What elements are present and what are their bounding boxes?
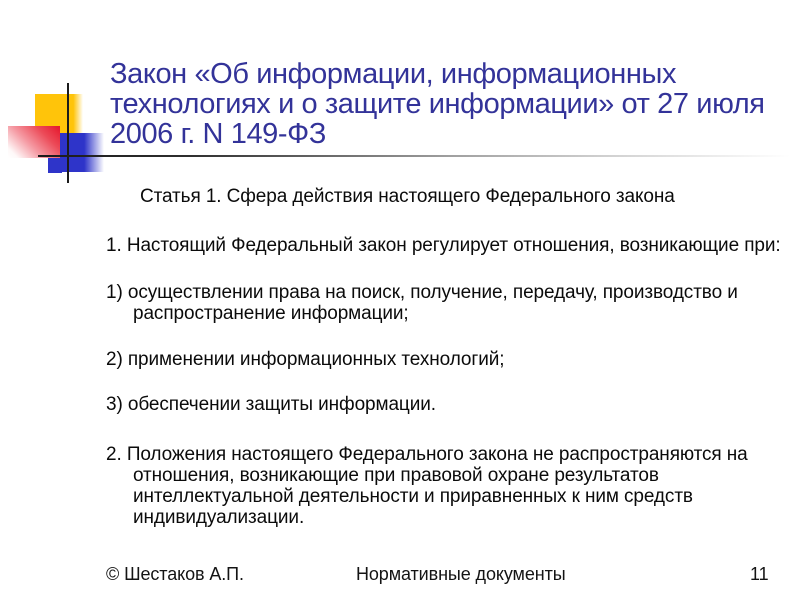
slide-title — [110, 59, 765, 149]
body-line: распространение информации; — [133, 303, 409, 324]
body-paragraph-item-3 — [106, 394, 436, 415]
decor-red-square — [8, 126, 60, 158]
slide-title-line-2: технологиях и о защите информации» от 27 июля — [110, 88, 765, 120]
article-heading: Статья 1. Сфера действия настоящего Федерального закона — [140, 186, 675, 207]
body-line: 1) осуществлении права на поиск, получение, передачу, производство и — [106, 282, 738, 303]
body-line: 3) обеспечении защиты информации. — [106, 394, 436, 415]
title-divider-rule — [38, 155, 790, 157]
decor-vertical-line — [67, 83, 69, 183]
body-line: отношения, возникающие при правовой охране результатов — [133, 465, 659, 486]
slide-title-line-1: Закон «Об информации, информационных — [110, 58, 677, 90]
decor-blue-square-tab — [48, 158, 62, 173]
body-paragraph-item-1 — [106, 282, 738, 324]
body-line: 1. Настоящий Федеральный закон регулирует отношения, возникающие при: — [106, 235, 781, 256]
footer-author: © Шестаков А.П. — [106, 564, 244, 584]
body-paragraph-item-2 — [106, 349, 504, 370]
footer-category: Нормативные документы — [356, 564, 566, 584]
body-line: индивидуализации. — [133, 507, 305, 528]
footer-page-number: 11 — [750, 564, 769, 584]
slide-title-line-3: 2006 г. N 149-ФЗ — [110, 118, 326, 150]
body-paragraph-2 — [106, 444, 748, 528]
body-line: 2. Положения настоящего Федерального закона не распространяются на — [106, 444, 748, 465]
body-line: 2) применении информационных технологий; — [106, 349, 505, 370]
body-line: интеллектуальной деятельности и приравненных к ним средств — [133, 486, 693, 507]
body-paragraph-1 — [106, 235, 781, 256]
